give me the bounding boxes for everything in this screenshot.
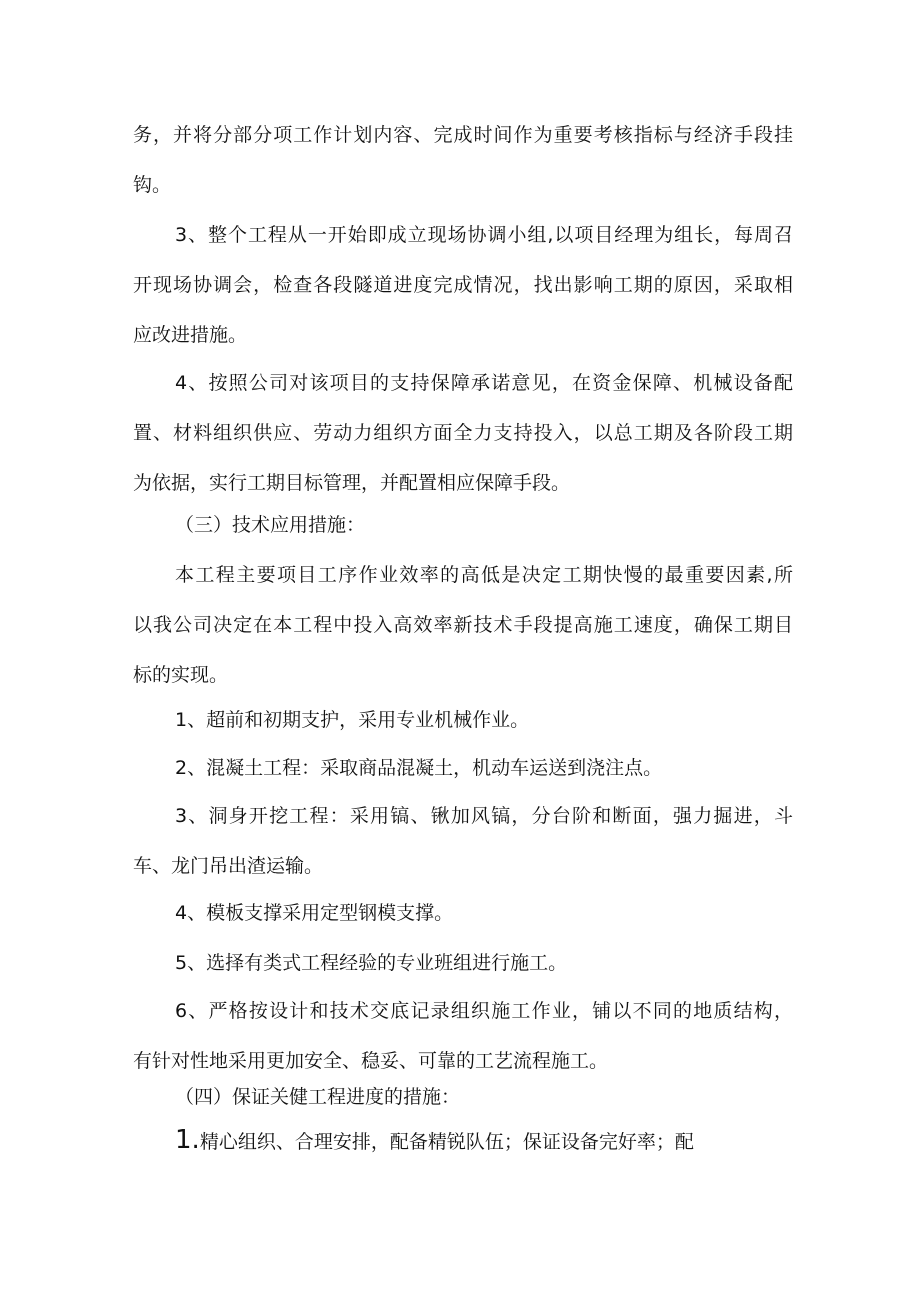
text-line: 5、选择有类式工程经验的专业班组进行施工。 — [175, 952, 568, 974]
item-text: 精心组织、合理安排，配备精锐队伍；保证设备完好率；配 — [199, 1131, 694, 1153]
item-number: 1. — [175, 1125, 200, 1155]
list-item-1 — [133, 695, 793, 745]
text-line: 标的实现。 — [133, 664, 229, 686]
text-line: 有针对性地采用更加安全、稳妥、可靠的工艺流程施工。 — [133, 1050, 609, 1072]
list-item-4 — [133, 888, 793, 938]
section-heading-text: （三）技术应用措施： — [175, 514, 366, 536]
paragraph-item-4 — [133, 358, 793, 508]
list-item-2 — [133, 743, 793, 793]
text-line — [133, 1115, 793, 1165]
text-line: 钩。 — [133, 174, 172, 196]
text-line: 务，并将分部分项工作计划内容、完成时间作为重要考核指标与经济手段挂 — [133, 124, 793, 146]
paragraph-item-3 — [133, 210, 793, 360]
paragraph-item-1 — [133, 1115, 793, 1165]
list-item-6 — [133, 986, 793, 1086]
text-line: 应改进措施。 — [133, 324, 248, 346]
text-line: 车、龙门吊出渣运输。 — [133, 855, 324, 877]
text-line: 4、按照公司对该项目的支持保障承诺意见，在资金保障、机械设备配 — [175, 372, 793, 394]
text-line: 2、混凝土工程：采取商品混凝土，机动车运送到浇注点。 — [175, 757, 663, 779]
text-line: 本工程主要项目工序作业效率的高低是决定工期快慢的最重要因素,所 — [175, 564, 793, 586]
text-line: 3、洞身开挖工程：采用镐、锹加风镐，分台阶和断面，强力掘进，斗 — [175, 805, 793, 827]
text-line: 1、超前和初期支护，采用专业机械作业。 — [175, 709, 530, 731]
section-heading-text: （四）保证关健工程进度的措施： — [175, 1086, 461, 1108]
text-line: 以我公司决定在本工程中投入高效率新技术手段提高施工速度，确保工期目 — [133, 614, 793, 636]
section-heading-3 — [133, 500, 793, 550]
text-line: 开现场协调会，检查各段隧道进度完成情况，找出影响工期的原因，采取相 — [133, 274, 793, 296]
text-line: 为依据，实行工期目标管理，并配置相应保障手段。 — [133, 472, 571, 494]
text-line: 4、模板支撑采用定型钢模支撑。 — [175, 902, 454, 924]
paragraph-intro — [133, 550, 793, 700]
list-item-3 — [133, 791, 793, 891]
list-item-5 — [133, 938, 793, 988]
text-line: 6、严格按设计和技术交底记录组织施工作业，铺以不同的地质结构， — [175, 1000, 793, 1022]
text-line: 置、材料组织供应、劳动力组织方面全力支持投入，以总工期及各阶段工期 — [133, 422, 793, 444]
paragraph-continuation — [133, 110, 793, 210]
text-line: 3、整个工程从一开始即成立现场协调小组,以项目经理为组长，每周召 — [175, 224, 793, 246]
